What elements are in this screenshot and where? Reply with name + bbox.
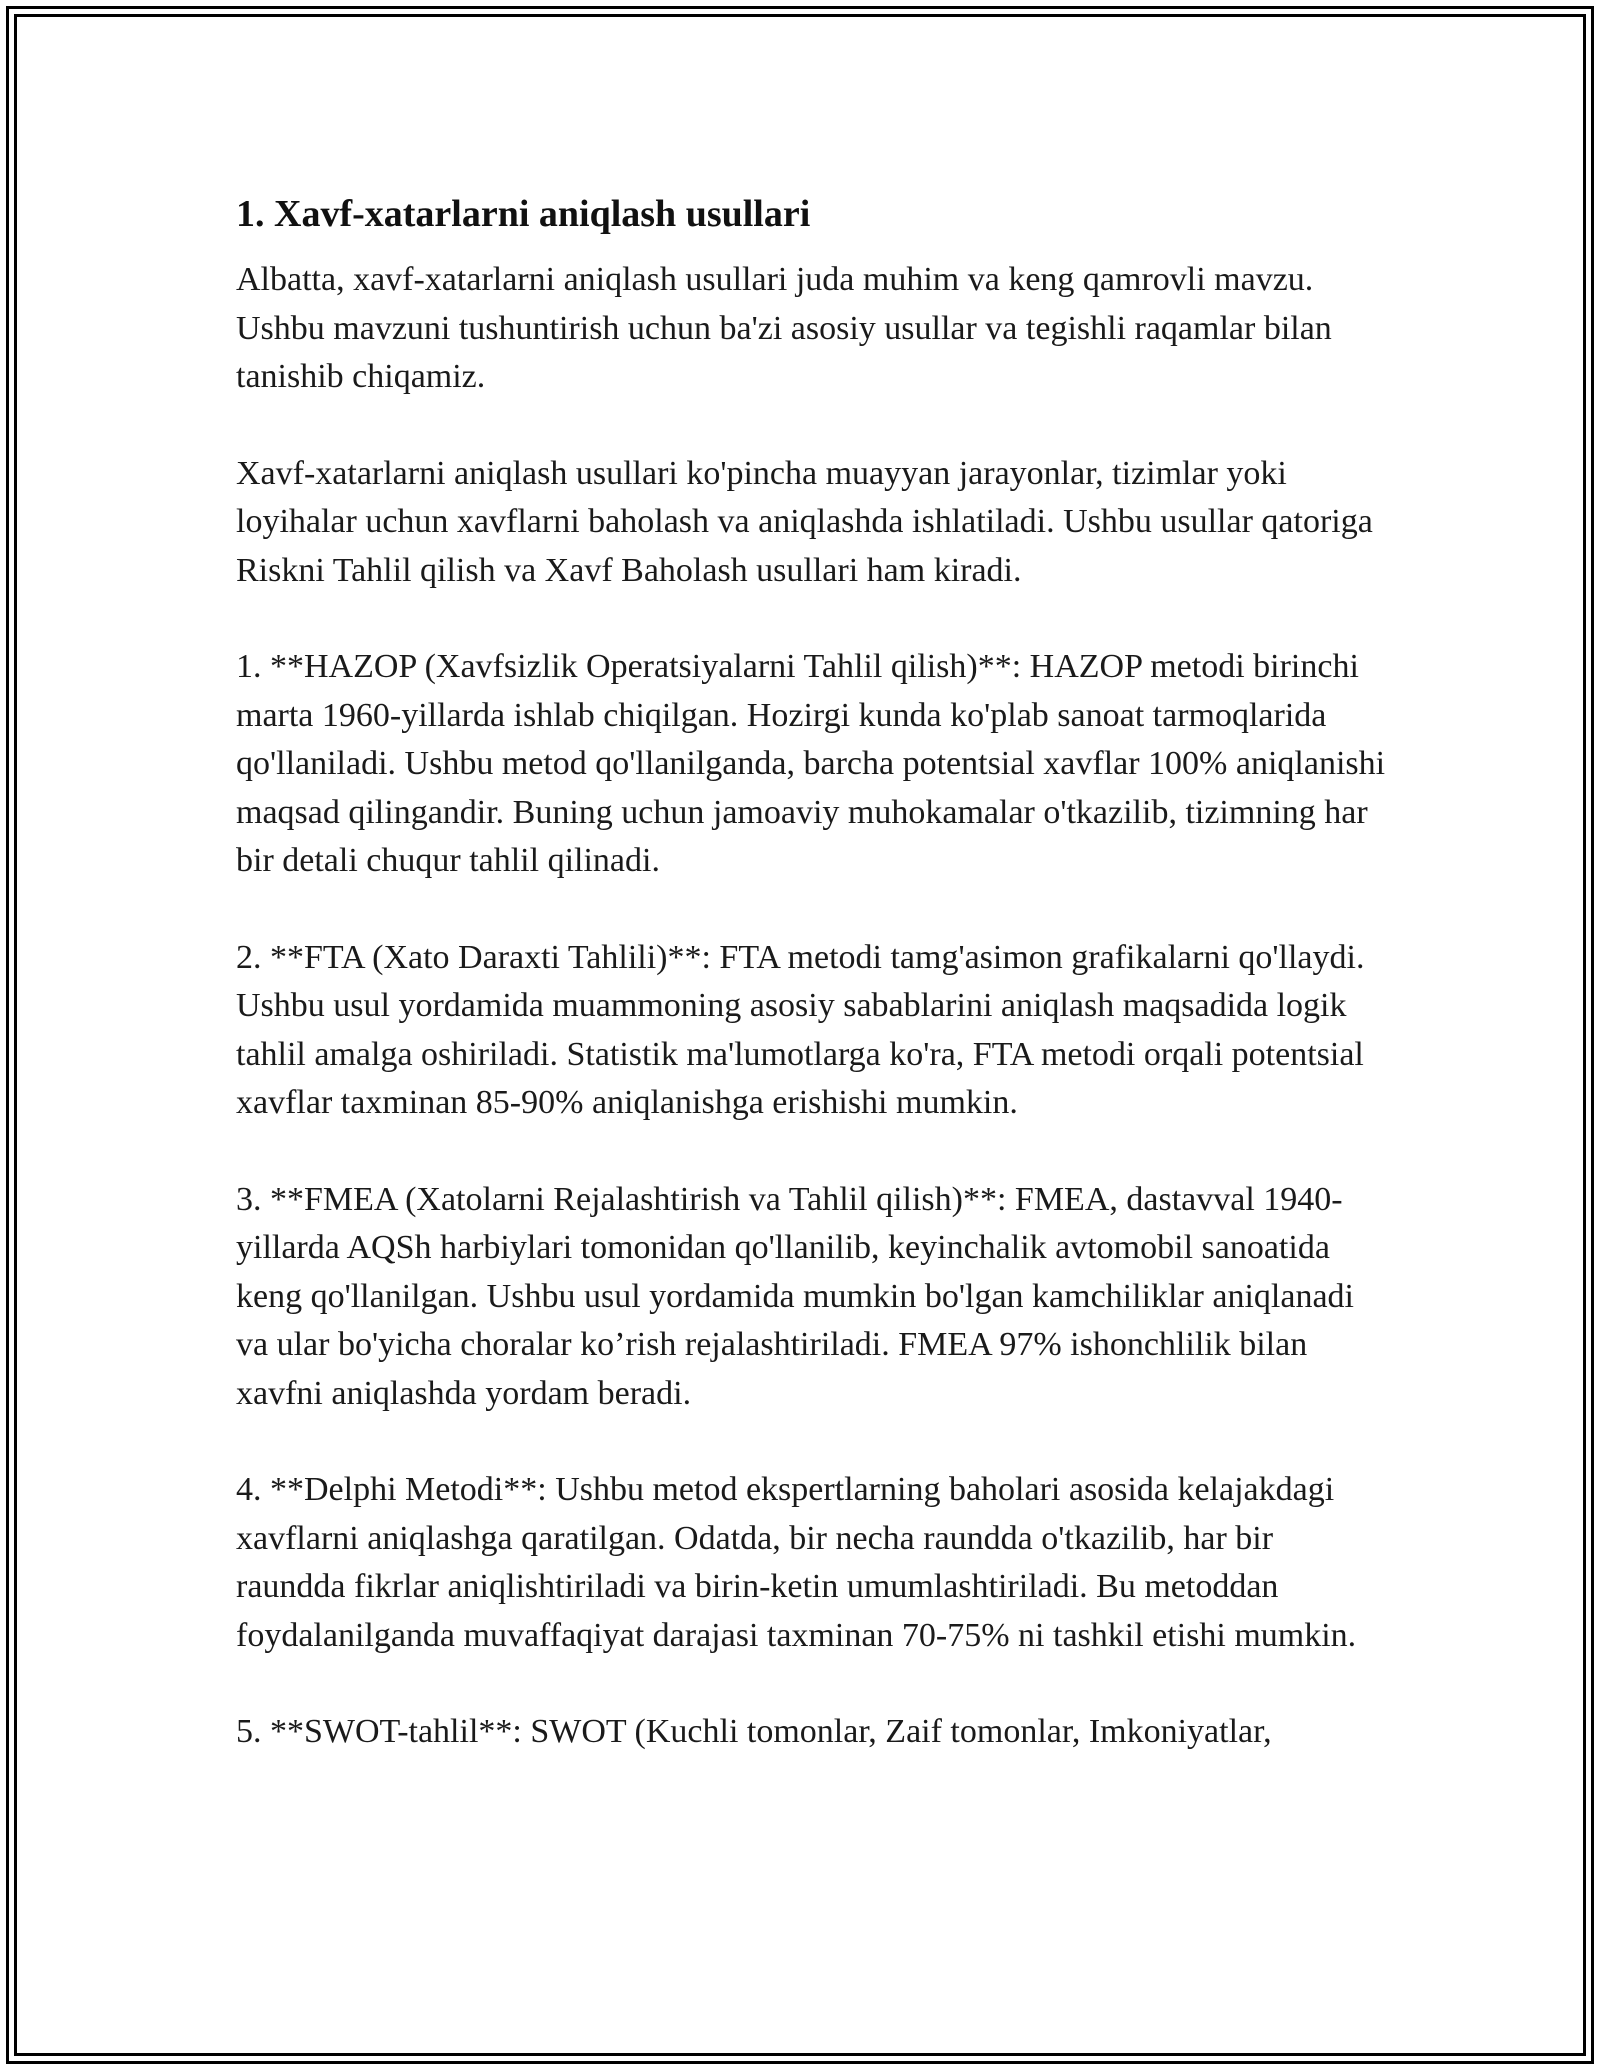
- paragraph-hazop: 1. **HAZOP (Xavfsizlik Operatsiyalarni Tahlil qilish)**: HAZOP metodi birinchi marta 1960-yillarda ishlab chiqilgan. Hozirgi kunda ko'plab sanoat tarmoqlarida qo'llaniladi. Ushbu metod qo'llanilganda, barcha potentsial xavflar 100% aniqlanishi maqsad qilingandir. Buning uchun jamoaviy muhokamalar o'tkazilib, tizimning har bir detali chuqur tahlil qilinadi.: [236, 648, 1386, 879]
- document-body: [236, 186, 1386, 1805]
- paragraph-delphi: 4. **Delphi Metodi**: Ushbu metod ekspertlarning baholari asosida kelajakdagi xavflarni aniqlashga qaratilgan. Odatda, bir necha raundda o'tkazilib, har bir raundda fikrlar aniqlishtiriladi va birin-ketin umumlashtiriladi. Bu metoddan foydalanilganda muvaffaqiyat darajasi taxminan 70-75% ni tashkil etishi mumkin.: [236, 1471, 1357, 1654]
- paragraph-overview: Xavf-xatarlarni aniqlash usullari ko'pincha muayyan jarayonlar, tizimlar yoki loyihalar uchun xavflarni baholash va aniqlashda ishlatiladi. Ushbu usullar qatoriga Riskni Tahlil qilish va Xavf Baholash usullari ham kiradi.: [236, 454, 1373, 589]
- paragraph-fmea: 3. **FMEA (Xatolarni Rejalashtirish va Tahlil qilish)**: FMEA, dastavval 1940-yillarda AQSh harbiylari tomonidan qo'llanilib, keyinchalik avtomobil sanoatida keng qo'llanilgan. Ushbu usul yordamida mumkin bo'lgan kamchiliklar aniqlanadi va ular bo'yicha choralar ko’rish rejalashtiriladi. FMEA 97% ishonchlilik bilan xavfni aniqlashda yordam beradi.: [236, 1180, 1354, 1412]
- paragraph-intro: Albatta, xavf-xatarlarni aniqlash usullari juda muhim va keng qamrovli mavzu. Ushbu mavzuni tushuntirish uchun ba'zi asosiy usullar va tegishli raqamlar bilan tanishib chiqamiz.: [236, 261, 1332, 395]
- paragraph-swot: 5. **SWOT-tahlil**: SWOT (Kuchli tomonlar, Zaif tomonlar, Imkoniyatlar,: [236, 1713, 1272, 1750]
- document-title: 1. Xavf-xatarlarni aniqlash usullari: [236, 193, 811, 235]
- paragraph-fta: 2. **FTA (Xato Daraxti Tahlili)**: FTA metodi tamg'asimon grafikalarni qo'llaydi. Ushbu usul yordamida muammoning asosiy sabablarini aniqlash maqsadida logik tahlil amalga oshiriladi. Statistik ma'lumotlarga ko'ra, FTA metodi orqali potentsial xavflar taxminan 85-90% aniqlanishga erishishi mumkin.: [236, 938, 1365, 1121]
